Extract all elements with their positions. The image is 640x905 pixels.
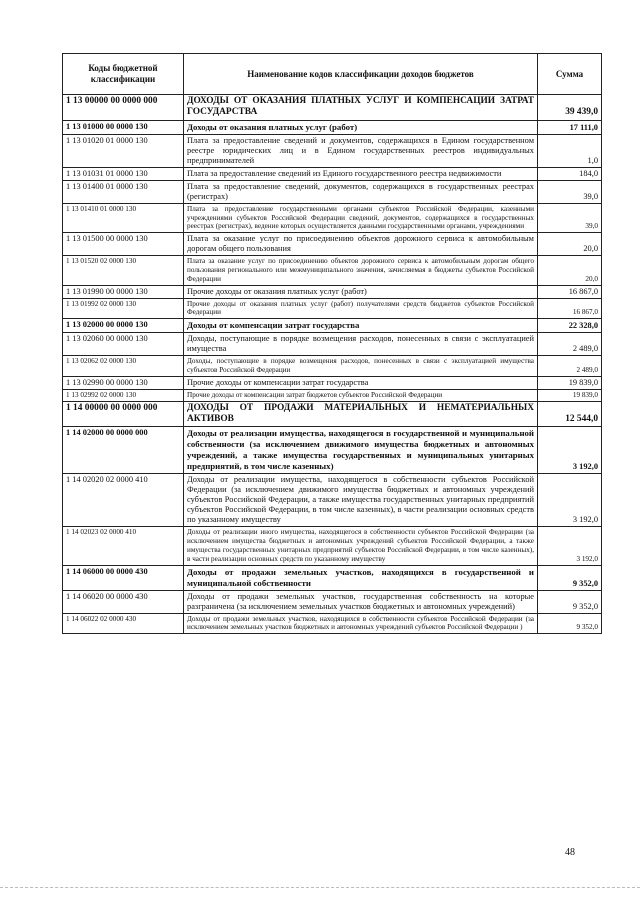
row-code: 1 13 01500 00 0000 130: [63, 233, 184, 256]
row-code: 1 13 01031 01 0000 130: [63, 167, 184, 180]
row-name: ДОХОДЫ ОТ ПРОДАЖИ МАТЕРИАЛЬНЫХ И НЕМАТЕРИАЛЬНЫХ АКТИВОВ: [184, 401, 538, 427]
row-code: 1 14 06022 02 0000 430: [63, 613, 184, 634]
row-sum: 16 867,0: [538, 285, 602, 298]
table-row: [63, 356, 602, 377]
table-row: [63, 298, 602, 319]
row-name: Доходы от продажи земельных участков, находящихся в государственной и муниципальной собственности: [184, 565, 538, 590]
row-name: Доходы от реализации имущества, находящегося в собственности субъектов Российской Федерации (за исключением движимого имущества бюджетных и автономных учреждений субъектов Российской Федерации, а также имущества государственных унитарных предприятий субъектов Российской Федерации, в том числе казенных), в части реализации основных средств по указанному имуществу: [184, 474, 538, 527]
row-code: 1 13 01000 00 0000 130: [63, 120, 184, 134]
row-name: Плата за оказание услуг по присоединению объектов дорожного сервиса к автомобильным дорогам общего пользования регионального или межмуниципального значения, зачисляемая в бюджеты субъектов Российской Федерации: [184, 256, 538, 285]
row-sum: 3 192,0: [538, 427, 602, 474]
row-name: Плата за предоставление государственными органами субъектов Российской Федерации, казенными учреждениями субъектов Российской Федерации сведений, документов, содержащихся в государственных реестрах (регистрах), ведение которых осуществляется данными государственными органами, учреждениями: [184, 203, 538, 232]
row-name: Прочие доходы от оказания платных услуг (работ): [184, 285, 538, 298]
table-row: [63, 389, 602, 401]
row-name: Доходы от продажи земельных участков, находящихся в собственности субъектов Российской Федерации (за исключением земельных участков бюджетных и автономных учреждений субъектов Российской Федерации ): [184, 613, 538, 634]
row-name: Прочие доходы от оказания платных услуг (работ) получателями средств бюджетов субъектов Российской Федерации: [184, 298, 538, 319]
row-code: 1 14 06020 00 0000 430: [63, 590, 184, 613]
row-name: Доходы от реализации иного имущества, находящегося в собственности субъектов Российской Федерации (за исключением имущества бюджетных и автономных учреждений субъектов Российской Федерации, а также имущества государственных унитарных предприятий субъектов Российской Федерации, в том числе казенных), в части реализации основных средств по указанному имуществу: [184, 527, 538, 565]
table-row: [63, 134, 602, 167]
row-code: 1 14 02020 02 0000 410: [63, 474, 184, 527]
row-sum: 2 489,0: [538, 333, 602, 356]
row-code: 1 13 02992 02 0000 130: [63, 389, 184, 401]
row-name: Плата за предоставление сведений, документов, содержащихся в государственных реестрах (регистрах): [184, 180, 538, 203]
row-sum: 3 192,0: [538, 474, 602, 527]
row-sum: 22 328,0: [538, 319, 602, 333]
table-row: [63, 180, 602, 203]
row-name: Прочие доходы от компенсации затрат бюджетов субъектов Российской Федерации: [184, 389, 538, 401]
table-row: [63, 95, 602, 121]
row-sum: 39,0: [538, 180, 602, 203]
row-sum: 2 489,0: [538, 356, 602, 377]
row-code: 1 13 01410 01 0000 130: [63, 203, 184, 232]
row-sum: 39,0: [538, 203, 602, 232]
row-code: 1 13 02990 00 0000 130: [63, 376, 184, 389]
row-sum: 12 544,0: [538, 401, 602, 427]
row-code: 1 13 01990 00 0000 130: [63, 285, 184, 298]
row-name: Прочие доходы от компенсации затрат государства: [184, 376, 538, 389]
table-row: [63, 256, 602, 285]
row-name: Плата за предоставление сведений и документов, содержащихся в Едином государственном реестре юридических лиц и в Едином государственных реестров индивидуальных предпринимателей: [184, 134, 538, 167]
row-name: ДОХОДЫ ОТ ОКАЗАНИЯ ПЛАТНЫХ УСЛУГ И КОМПЕНСАЦИИ ЗАТРАТ ГОСУДАРСТВА: [184, 95, 538, 121]
header-codes: Коды бюджетной классификации: [63, 54, 184, 95]
row-sum: 9 352,0: [538, 565, 602, 590]
table-row: [63, 590, 602, 613]
row-name: Доходы от оказания платных услуг (работ): [184, 120, 538, 134]
table-row: [63, 203, 602, 232]
table-row: [63, 167, 602, 180]
row-name: Доходы от продажи земельных участков, государственная собственность на которые разграничена (за исключением земельных участков бюджетных и автономных учреждений): [184, 590, 538, 613]
row-sum: 9 352,0: [538, 613, 602, 634]
row-sum: 9 352,0: [538, 590, 602, 613]
row-sum: 1,0: [538, 134, 602, 167]
table-row: [63, 613, 602, 634]
row-name: Доходы от реализации имущества, находящегося в государственной и муниципальной собственности (за исключением движимого имущества бюджетных и автономных учреждений, а также имущества государственных и муниципальных унитарных предприятий, в том числе казенных): [184, 427, 538, 474]
row-sum: 20,0: [538, 233, 602, 256]
table-row: [63, 474, 602, 527]
row-code: 1 13 02000 00 0000 130: [63, 319, 184, 333]
row-code: 1 13 02060 00 0000 130: [63, 333, 184, 356]
row-code: 1 13 00000 00 0000 000: [63, 95, 184, 121]
row-name: Плата за предоставление сведений из Единого государственного реестра недвижимости: [184, 167, 538, 180]
budget-revenue-table: [62, 53, 602, 634]
table-row: [63, 120, 602, 134]
row-sum: 184,0: [538, 167, 602, 180]
row-sum: 3 192,0: [538, 527, 602, 565]
table-row: [63, 527, 602, 565]
table-row: [63, 376, 602, 389]
row-code: 1 13 02062 02 0000 130: [63, 356, 184, 377]
page-bottom-rule: [0, 887, 640, 888]
table-row: [63, 333, 602, 356]
row-sum: 20,0: [538, 256, 602, 285]
table-body: [63, 95, 602, 634]
row-code: 1 14 02000 00 0000 000: [63, 427, 184, 474]
row-code: 1 14 02023 02 0000 410: [63, 527, 184, 565]
row-name: Плата за оказание услуг по присоединению объектов дорожного сервиса к автомобильным дорогам общего пользования: [184, 233, 538, 256]
table-row: [63, 565, 602, 590]
row-sum: 17 111,0: [538, 120, 602, 134]
table-header-row: [63, 54, 602, 95]
row-name: Доходы, поступающие в порядке возмещения расходов, понесенных в связи с эксплуатацией имущества субъектов Российской Федерации: [184, 356, 538, 377]
row-name: Доходы, поступающие в порядке возмещения расходов, понесенных в связи с эксплуатацией имущества: [184, 333, 538, 356]
row-code: 1 13 01020 01 0000 130: [63, 134, 184, 167]
row-sum: 19 839,0: [538, 376, 602, 389]
row-code: 1 13 01400 01 0000 130: [63, 180, 184, 203]
header-sum: Сумма: [538, 54, 602, 95]
row-code: 1 13 01992 02 0000 130: [63, 298, 184, 319]
table-row: [63, 319, 602, 333]
table-row: [63, 401, 602, 427]
table-row: [63, 233, 602, 256]
row-sum: 39 439,0: [538, 95, 602, 121]
row-sum: 19 839,0: [538, 389, 602, 401]
header-name: Наименование кодов классификации доходов бюджетов: [184, 54, 538, 95]
row-sum: 16 867,0: [538, 298, 602, 319]
budget-table-container: [62, 53, 601, 634]
row-code: 1 13 01520 02 0000 130: [63, 256, 184, 285]
table-row: [63, 285, 602, 298]
table-row: [63, 427, 602, 474]
page-number: 48: [565, 847, 575, 858]
row-code: 1 14 06000 00 0000 430: [63, 565, 184, 590]
row-name: Доходы от компенсации затрат государства: [184, 319, 538, 333]
row-code: 1 14 00000 00 0000 000: [63, 401, 184, 427]
